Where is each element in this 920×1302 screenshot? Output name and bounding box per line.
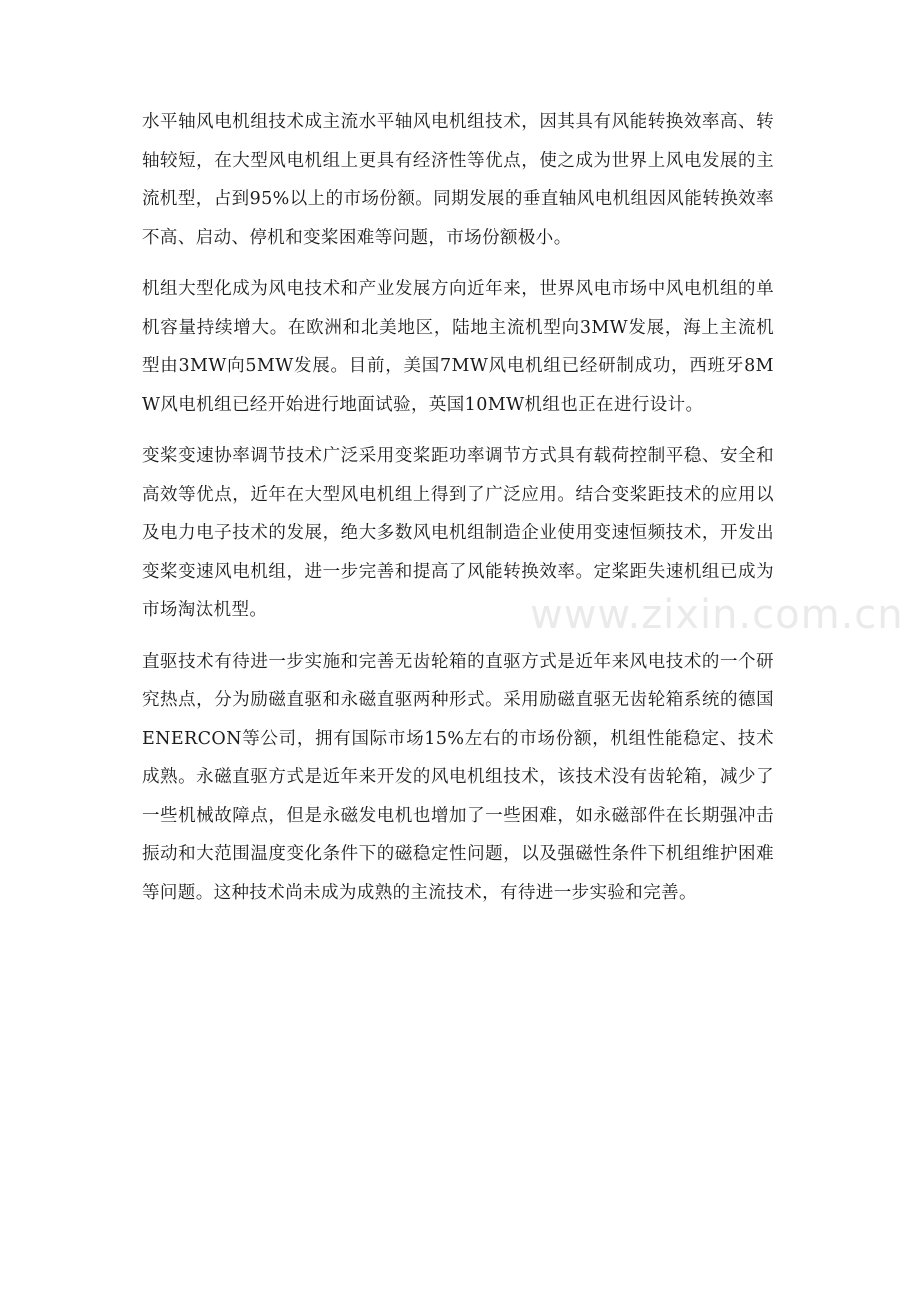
- document-body: [142, 103, 774, 925]
- paragraph-large-scale-units: 机组大型化成为风电技术和产业发展方向近年来，世界风电市场中风电机组的单机容量持续增大。在欧洲和北美地区，陆地主流机型向3MW发展，海上主流机型由3MW向5MW发展。目前，美国7MW风电机组已经研制成功，西班牙8MW风电机组已经开始进行地面试验，英国10MW机组也正在进行设计。: [142, 279, 774, 415]
- watermark-text: www.zixin.com.cn: [530, 592, 904, 638]
- paragraph-horizontal-axis: 水平轴风电机组技术成主流水平轴风电机组技术，因其具有风能转换效率高、转轴较短，在大型风电机组上更具有经济性等优点，使之成为世界上风电发展的主流机型，占到95%以上的市场份额。同期发展的垂直轴风电机组因风能转换效率不高、启动、停机和变桨困难等问题，市场份额极小。: [142, 112, 774, 248]
- paragraph-variable-pitch-speed: 变桨变速协率调节技术广泛采用变桨距功率调节方式具有载荷控制平稳、安全和高效等优点，近年在大型风电机组上得到了广泛应用。结合变桨距技术的应用以及电力电子技术的发展，绝大多数风电机组制造企业使用变速恒频技术，开发出变桨变速风电机组，进一步完善和提高了风能转换效率。定桨距失速机组已成为市场淘汰机型。: [142, 446, 774, 620]
- paragraph-direct-drive: 直驱技术有待进一步实施和完善无齿轮箱的直驱方式是近年来风电技术的一个研究热点，分为励磁直驱和永磁直驱两种形式。采用励磁直驱无齿轮箱系统的德国ENERCON等公司，拥有国际市场15%左右的市场份额，机组性能稳定、技术成熟。永磁直驱方式是近年来开发的风电机组技术，该技术没有齿轮箱，减少了一些机械故障点，但是永磁发电机也增加了一些困难，如永磁部件在长期强冲击振动和大范围温度变化条件下的磁稳定性问题，以及强磁性条件下机组维护困难等问题。这种技术尚未成为成熟的主流技术，有待进一步实验和完善。: [142, 651, 774, 903]
